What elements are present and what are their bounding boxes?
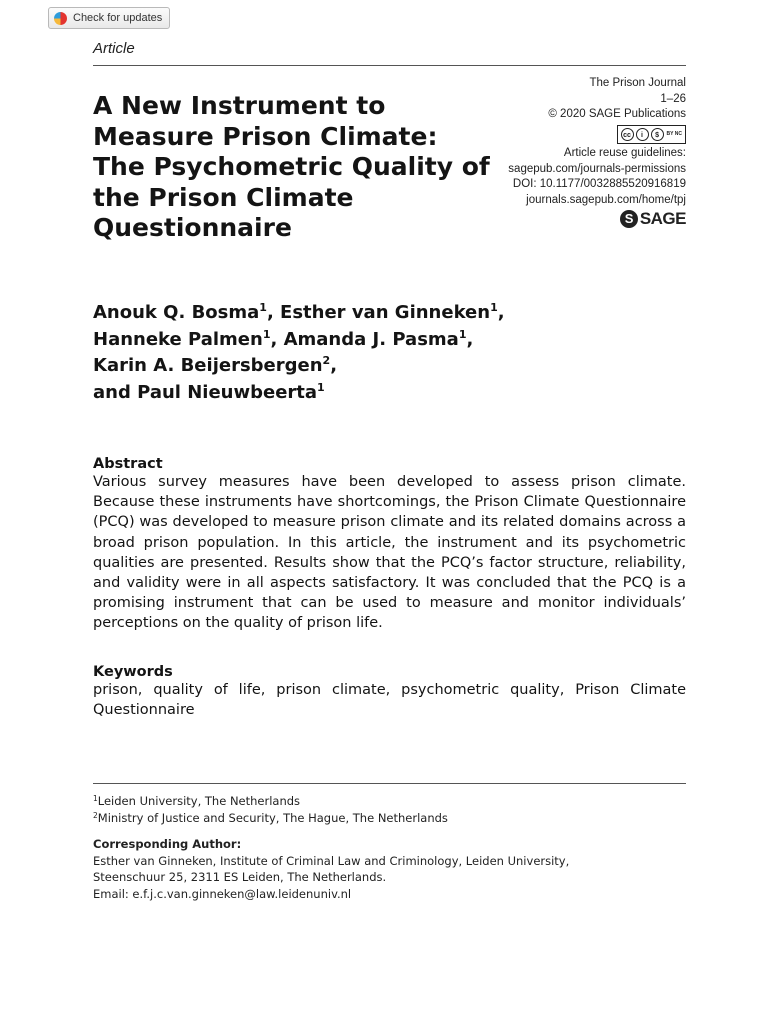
author: Karin A. Beijersbergen$^2$, [93, 354, 338, 376]
cc-icon: cc [621, 128, 634, 141]
publisher-name: SAGE [639, 209, 686, 229]
author: Anouk Q. Bosma$^1$, [93, 301, 281, 323]
author-list [93, 300, 613, 406]
author: Hanneke Palmen$^1$, [93, 327, 284, 350]
reuse-link[interactable]: sagepub.com/journals-permissions [508, 162, 686, 175]
author: Esther van Ginneken$^1$, [280, 301, 505, 323]
keywords-heading: Keywords [93, 664, 173, 680]
check-for-updates-button[interactable] [48, 7, 170, 29]
cc-license-badge[interactable] [617, 125, 686, 145]
abstract-section [93, 456, 686, 634]
journal-url[interactable]: journals.sagepub.com/home/tpj [526, 193, 686, 206]
corresponding-label: Corresponding Author: [93, 837, 242, 851]
crossmark-icon [54, 12, 67, 25]
corresponding-email[interactable]: Email: e.f.j.c.van.ginneken@law.leidenuniv.nl [93, 886, 352, 901]
doi[interactable]: DOI: 10.1177/0032885520916819 [512, 178, 686, 190]
sage-logo [620, 210, 686, 228]
abstract-heading: Abstract [93, 456, 163, 472]
author: and Paul Nieuwbeerta$^1$ [93, 380, 325, 403]
corresponding-author [93, 836, 686, 902]
article-title: A New Instrument to Measure Prison Climate: The Psychometric Quality of the Prison Climate Questionnaire [93, 91, 490, 242]
abstract-text: Various survey measures have been developed to assess prison climate. Because these instruments have shortcomings, the Prison Climate Questionnaire (PCQ) was developed to measure prison climate and its related domains across a broad prison population. In this article, the instrument and its psychometric qualities are presented. Results show that the PCQ’s factor structure, reliability, and validity were in all aspects satisfactory. It was concluded that the PCQ is a promising instrument that can be used to measure and monitor individuals’ perceptions on the quality of prison life. [93, 474, 686, 632]
by-icon: i [636, 128, 649, 141]
sage-s-icon: S [620, 210, 638, 228]
author: Amanda J. Pasma$^1$, [283, 327, 474, 350]
journal-name: The Prison Journal [589, 77, 686, 89]
cc-license-text: BY NC [666, 130, 682, 137]
affiliation: $^2$Ministry of Justice and Security, The Hague, The Netherlands [93, 810, 448, 825]
footnote-rule [93, 783, 686, 784]
journal-pages: 1–26 [660, 92, 686, 105]
reuse-label: Article reuse guidelines: [563, 147, 686, 159]
corresponding-line2: Steenschuur 25, 2311 ES Leiden, The Netherlands. [93, 870, 387, 884]
footnotes [93, 793, 686, 902]
affiliation: $^1$Leiden University, The Netherlands [93, 794, 301, 808]
nc-icon: $ [651, 128, 664, 141]
keywords-section [93, 664, 686, 720]
header-rule [93, 65, 686, 66]
article-type: Article [93, 40, 135, 57]
journal-meta [508, 76, 686, 229]
corresponding-line1: Esther van Ginneken, Institute of Criminal Law and Criminology, Leiden University, [93, 853, 570, 868]
keywords-text: prison, quality of life, prison climate, psychometric quality, Prison Climate Questionnaire [93, 682, 686, 719]
journal-copyright: © 2020 SAGE Publications [548, 108, 686, 120]
check-for-updates-label: Check for updates [73, 12, 163, 24]
